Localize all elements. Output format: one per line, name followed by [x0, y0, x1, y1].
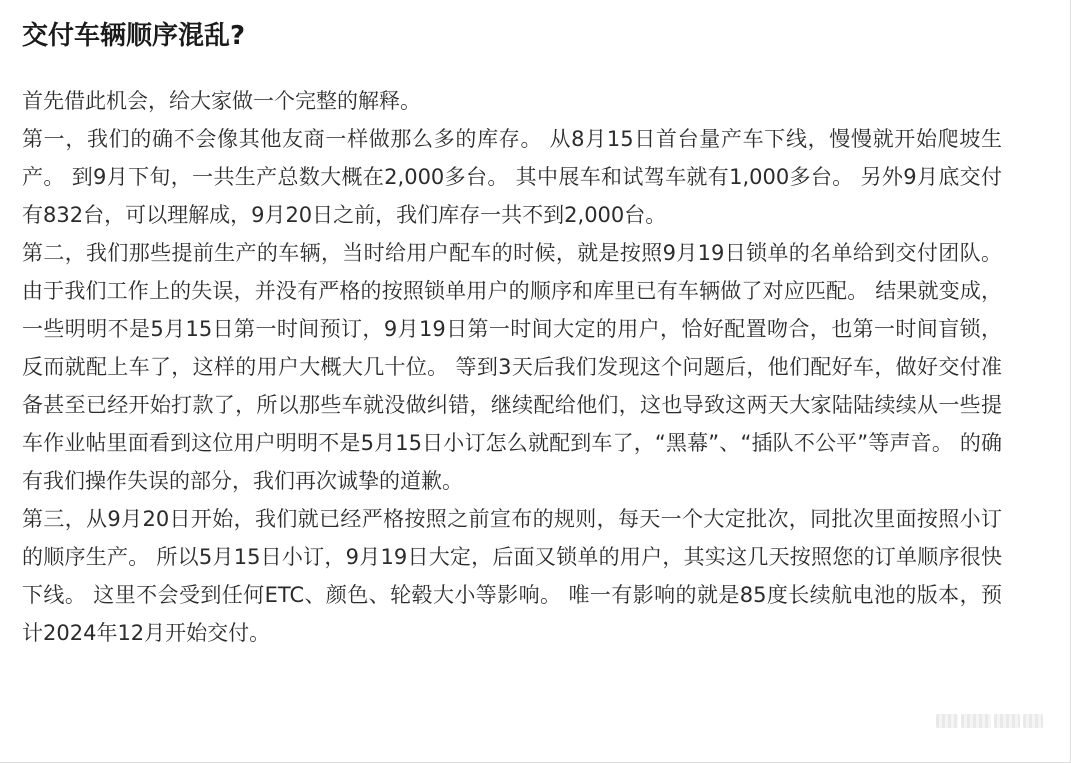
- article-title: 交付车辆顺序混乱?: [22, 21, 246, 51]
- paragraph-intro: 首先借此机会，给大家做一个完整的解释。: [22, 89, 421, 113]
- blurred-watermark: [936, 710, 1052, 732]
- article-body: [22, 82, 1002, 652]
- paragraph-second: 第二，我们那些提前生产的车辆，当时给用户配车的时候，就是按照9月19日锁单的名单给到交付团队。 由于我们工作上的失误，并没有严格的按照锁单用户的顺序和库里已有车辆做了对应匹配。 结果就变成，一些明明不是5月15日第一时间预订，9月19日第一时间大定的用户，恰好配置吻合，也第一时间盲锁，反而就配上车了，这样的用户大概大几十位。 等到3天后我们发现这个问题后，他们配好车，做好交付准备甚至已经开始打款了，所以那些车就没做纠错，继续配给他们，这也导致这两天大家陆陆续续从一些提车作业帖里面看到这位用户明明不是5月15日小订怎么就配到车了，“黑幕”、“插队不公平”等声音。 的确有我们操作失误的部分，我们再次诚挚的道歉。: [22, 241, 1002, 493]
- paragraph-first: 第一，我们的确不会像其他友商一样做那么多的库存。 从8月15日首台量产车下线，慢慢就开始爬坡生产。 到9月下旬，一共生产总数大概在2,000多台。 其中展车和试驾车就有1,000多台。 另外9月底交付有832台，可以理解成，9月20日之前，我们库存一共不到2,000台。: [22, 127, 1002, 227]
- paragraph-third: 第三，从9月20日开始，我们就已经严格按照之前宣布的规则，每天一个大定批次，同批次里面按照小订的顺序生产。 所以5月15日小订，9月19日大定，后面又锁单的用户，其实这几天按照您的订单顺序很快下线。 这里不会受到任何ETC、颜色、轮毂大小等影响。 唯一有影响的就是85度长续航电池的版本，预计2024年12月开始交付。: [22, 507, 1002, 645]
